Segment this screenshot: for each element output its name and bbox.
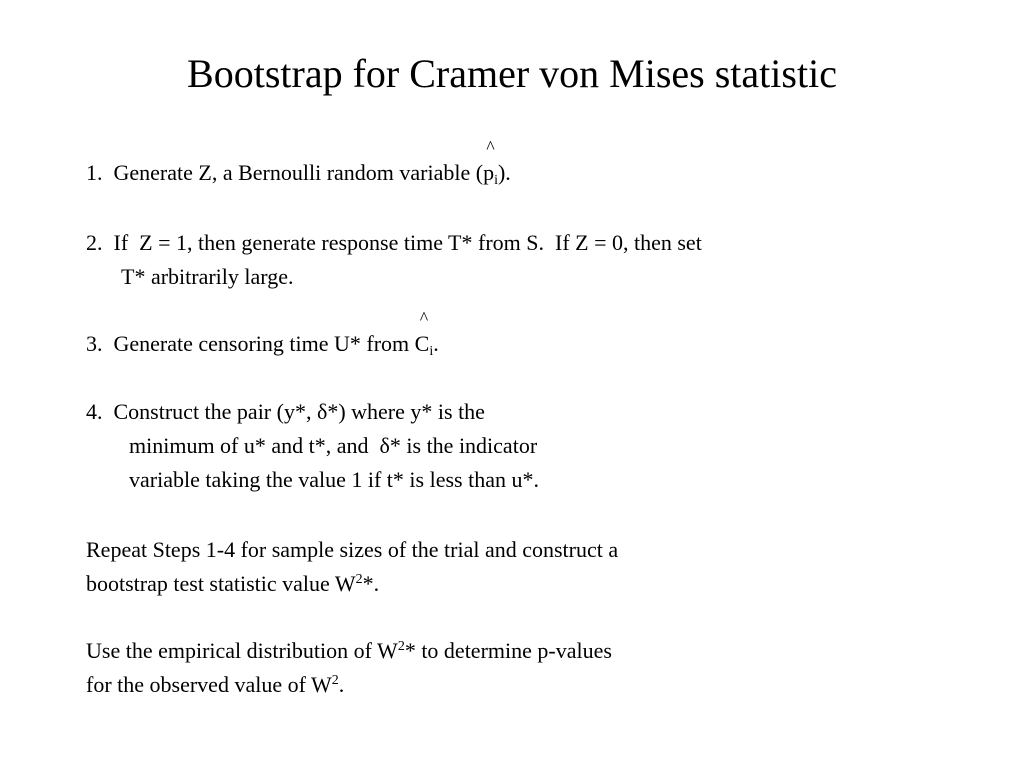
use-line-2 (86, 670, 344, 700)
c-subscript: i (429, 344, 434, 359)
step-1 (86, 137, 511, 188)
p-symbol: p (483, 160, 495, 185)
use-line-2-suffix: . (338, 672, 345, 697)
repeat-line-2-prefix: bootstrap test statistic value W (86, 571, 356, 596)
p-subscript: i (494, 173, 498, 188)
slide-title: Bootstrap for Cramer von Mises statistic (187, 51, 837, 96)
repeat-line-2 (86, 569, 379, 599)
step-4-line-1: 4. Construct the pair (y*, δ*) where y* is the (86, 399, 485, 424)
step-2-line-2: T* arbitrarily large. (121, 264, 294, 289)
c-hat-symbol (414, 308, 434, 359)
step-1-end: ). (497, 160, 511, 185)
hat-accent: ^ (419, 308, 429, 328)
p-hat-symbol (483, 137, 498, 188)
step-3-end: . (433, 331, 439, 356)
use-line-1-prefix: Use the empirical distribution of W (86, 638, 398, 663)
repeat-line-1: Repeat Steps 1-4 for sample sizes of the trial and construct a (86, 537, 619, 562)
hat-accent: ^ (486, 137, 495, 157)
use-line-2-prefix: for the observed value of W (86, 672, 332, 697)
w-superscript: 2 (355, 572, 363, 587)
step-3-text: 3. Generate censoring time U* from (86, 331, 415, 356)
step-2-line-1: 2. If Z = 1, then generate response time T* from S. If Z = 0, then set (86, 230, 702, 255)
use-line-1 (86, 636, 612, 666)
step-1-text: 1. Generate Z, a Bernoulli random variable ( (86, 160, 484, 185)
c-symbol: C (414, 331, 430, 356)
step-4-line-2: minimum of u* and t*, and δ* is the indicator (129, 433, 538, 458)
use-line-1-suffix: * to determine p-values (404, 638, 612, 663)
repeat-line-2-suffix: *. (362, 571, 380, 596)
step-3 (86, 308, 439, 359)
w-superscript: 2 (331, 673, 339, 688)
step-4-line-3: variable taking the value 1 if t* is less than u*. (129, 467, 539, 492)
w-superscript: 2 (397, 639, 405, 654)
